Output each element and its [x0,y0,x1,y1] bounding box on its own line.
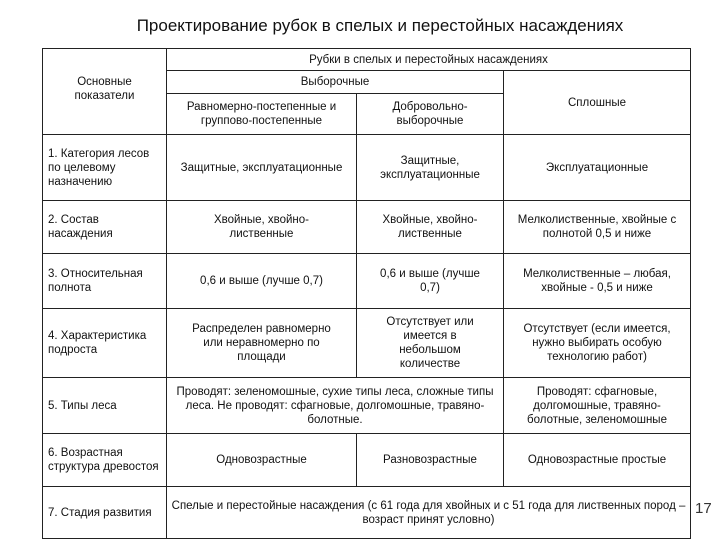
cell: Отсутствует (если имеется, нужно выбирать особую технологию работ) [504,309,691,378]
cell: Распределен равномерно или неравномерно по площади [167,309,357,378]
cell: Хвойные, хвойно-лиственные [357,201,504,254]
row-label: 7. Стадия развития [43,487,167,539]
table-row [43,434,691,487]
cell: Спелые и перестойные насаждения (с 61 года для хвойных и с 51 года для лиственных пород – возраст принят условно) [167,487,691,539]
table-row [43,487,691,539]
row-label: 5. Типы леса [43,378,167,434]
row-label: 2. Состав насаждения [43,201,167,254]
cell: 0,6 и выше (лучше 0,7) [357,254,504,309]
page-number: 17 [695,500,712,517]
table-row [43,201,691,254]
row-label: 6. Возрастная структура древостоя [43,434,167,487]
cell: Защитные, эксплуатационные [357,135,504,201]
cell: Одновозрастные [167,434,357,487]
cell: Эксплуатационные [504,135,691,201]
cell: 0,6 и выше (лучше 0,7) [167,254,357,309]
cell: Защитные, эксплуатационные [167,135,357,201]
table-row [43,378,691,434]
cell: Проводят: сфагновые, долгомошные, травяно-болотные, зеленомошные [504,378,691,434]
header-indicators: Основные показатели [43,49,167,135]
table-row [43,309,691,378]
header-group: Рубки в спелых и перестойных насаждениях [167,49,691,71]
header-selective: Выборочные [167,71,504,94]
cell: Одновозрастные простые [504,434,691,487]
cell: Мелколиственные – любая, хвойные - 0,5 и ниже [504,254,691,309]
header-clear-cut: Сплошные [504,71,691,135]
cutting-design-table [42,48,691,539]
header-col1: Равномерно-постепенные и группово-постепенные [167,94,357,135]
cell: Отсутствует или имеется в небольшом количестве [357,309,504,378]
cell: Проводят: зеленомошные, сухие типы леса, сложные типы леса. Не проводят: сфагновые, долгомошные, травяно-болотные. [167,378,504,434]
cell: Мелколиственные, хвойные с полнотой 0,5 и ниже [504,201,691,254]
table-row [43,135,691,201]
slide-title: Проектирование рубок в спелых и перестойных насаждениях [136,16,624,35]
row-label: 4. Характеристика подроста [43,309,167,378]
row-label: 1. Категория лесов по целевому назначению [43,135,167,201]
row-label: 3. Относительная полнота [43,254,167,309]
cell: Хвойные, хвойно-лиственные [167,201,357,254]
header-col2: Добровольно-выборочные [357,94,504,135]
table-row [43,254,691,309]
cell: Разновозрастные [357,434,504,487]
